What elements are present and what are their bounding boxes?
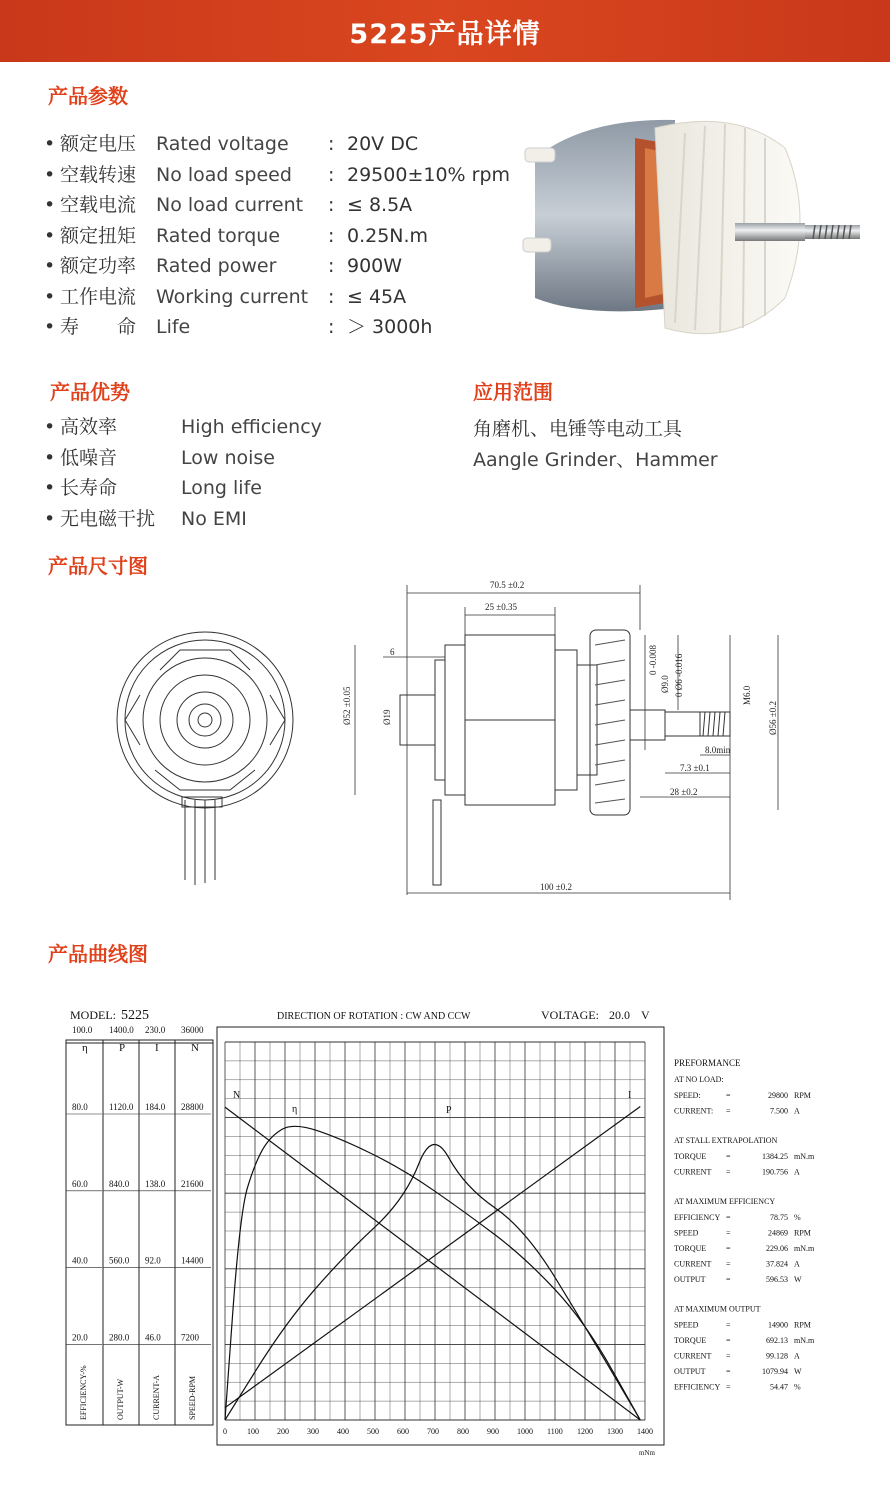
axis-tick-label: 40.0 <box>72 1255 88 1266</box>
performance-eq: = <box>726 1382 731 1392</box>
performance-unit: RPM <box>794 1091 811 1100</box>
x-tick-label: 200 <box>277 1427 289 1436</box>
series-line-efficiency <box>225 1126 640 1420</box>
section-title-params: 产品参数 <box>48 84 128 108</box>
advantage-bullet: • <box>44 477 56 499</box>
axis-tick-label: 1120.0 <box>109 1102 134 1112</box>
dim-d9: Ø9.0 <box>660 675 670 693</box>
performance-unit: RPM <box>794 1228 811 1238</box>
performance-value: 37.824 <box>766 1259 788 1269</box>
performance-key: SPEED <box>674 1320 699 1330</box>
advantage-en: Low noise <box>181 446 275 469</box>
motor-photo <box>515 108 865 348</box>
series-line-p <box>225 1144 640 1420</box>
param-colon: : <box>328 224 335 247</box>
performance-unit: W <box>794 1367 802 1376</box>
page-banner <box>0 0 890 62</box>
param-bullet: • <box>44 194 56 216</box>
performance-unit: mN.m <box>794 1152 815 1161</box>
x-tick-label: 300 <box>307 1427 319 1436</box>
performance-unit: A <box>794 1259 800 1269</box>
advantage-bullet: • <box>44 507 56 530</box>
param-name-zh: 额定电压 <box>60 133 137 155</box>
axis-tick-label: 7200 <box>181 1332 199 1343</box>
param-bullet: • <box>44 285 56 308</box>
page-title: 5225产品详情 <box>349 18 541 50</box>
param-name-zh: 工作电流 <box>60 285 137 308</box>
axis-tick-label: 20.0 <box>72 1332 88 1343</box>
performance-value: 29800 <box>768 1091 788 1100</box>
chart-model: 5225 <box>121 1008 149 1023</box>
axis-title: SPEED-RPM <box>188 1375 197 1420</box>
performance-key: TORQUE <box>674 1336 707 1345</box>
axis-tick-label: 14400 <box>181 1255 204 1266</box>
curve-label-eta: η <box>292 1104 298 1115</box>
performance-key: CURRENT <box>674 1167 712 1177</box>
performance-key: TORQUE <box>674 1244 707 1253</box>
performance-unit: A <box>794 1167 800 1177</box>
advantage-zh: 无电磁干扰 <box>60 507 156 530</box>
chart-voltage: 20.0 <box>609 1008 630 1022</box>
param-value: ≤ 8.5A <box>347 194 413 216</box>
param-name-en: Life <box>156 316 191 338</box>
performance-chart <box>0 1000 890 1470</box>
performance-value: 78.75 <box>770 1213 788 1222</box>
performance-unit: mN.m <box>794 1336 815 1345</box>
performance-value: 24869 <box>768 1228 788 1238</box>
advantage-bullet: • <box>44 416 56 438</box>
axis-title: CURRENT-A <box>152 1374 161 1420</box>
series-line-n <box>225 1107 640 1420</box>
axis-tick-label: 80.0 <box>72 1102 88 1112</box>
performance-unit: % <box>794 1382 801 1392</box>
performance-value: 596.53 <box>766 1275 788 1284</box>
param-value: 20V DC <box>347 133 419 155</box>
param-colon: : <box>328 133 335 155</box>
performance-value: 692.13 <box>766 1336 788 1345</box>
axis-title: OUTPUT-W <box>116 1378 125 1420</box>
x-axis-label: mNm <box>639 1449 655 1457</box>
performance-eq: = <box>726 1259 731 1269</box>
section-title-advantages: 产品优势 <box>50 380 130 404</box>
performance-unit: A <box>794 1106 800 1116</box>
advantage-en: High efficiency <box>181 416 322 438</box>
param-name-en: Working current <box>156 285 309 308</box>
x-tick-label: 800 <box>457 1427 469 1436</box>
param-value: 900W <box>347 255 403 277</box>
series-line-i <box>225 1106 640 1407</box>
chart-direction: DIRECTION OF ROTATION : CW AND CCW <box>277 1011 471 1022</box>
param-colon: : <box>328 163 335 186</box>
param-name-zh: 寿 命 <box>60 316 137 338</box>
x-tick-label: 1100 <box>547 1427 563 1436</box>
applications-en: Aangle Grinder、Hammer <box>473 449 718 471</box>
performance-group-title: AT STALL EXTRAPOLATION <box>674 1136 778 1145</box>
axis-symbol: I <box>155 1042 159 1054</box>
performance-eq: = <box>726 1106 731 1116</box>
performance-eq: = <box>726 1351 731 1361</box>
performance-eq: = <box>726 1367 731 1376</box>
dim-6: 6 <box>390 647 395 657</box>
param-bullet: • <box>44 133 56 155</box>
performance-eq: = <box>726 1152 731 1161</box>
performance-value: 1384.25 <box>762 1152 788 1161</box>
performance-eq: = <box>726 1167 731 1177</box>
param-name-zh: 额定功率 <box>60 255 137 277</box>
axis-symbol: N <box>191 1042 199 1054</box>
param-bullet: • <box>44 316 56 338</box>
param-bullet: • <box>44 224 56 247</box>
axis-tick-label: 92.0 <box>145 1255 161 1266</box>
chart-voltage-unit: V <box>641 1008 650 1022</box>
performance-key: EFFICIENCY <box>674 1382 721 1392</box>
param-name-en: Rated power <box>156 255 277 277</box>
param-name-en: No load speed <box>156 163 292 186</box>
param-value: ≤ 45A <box>347 285 407 308</box>
performance-eq: = <box>726 1320 731 1330</box>
param-colon: : <box>328 255 335 277</box>
curve-label-p: P <box>446 1105 452 1116</box>
axis-tick-label: 560.0 <box>109 1255 130 1266</box>
param-name-en: Rated torque <box>156 224 281 247</box>
section-title-dimensions: 产品尺寸图 <box>48 554 148 578</box>
performance-value: 1079.94 <box>762 1367 788 1376</box>
advantage-zh: 低噪音 <box>60 446 118 469</box>
x-tick-label: 0 <box>223 1427 227 1436</box>
advantage-zh: 长寿命 <box>60 477 118 499</box>
param-colon: : <box>328 316 335 338</box>
performance-eq: = <box>726 1091 731 1100</box>
performance-group-title: AT MAXIMUM OUTPUT <box>674 1304 761 1314</box>
curve-label-n: N <box>233 1090 241 1101</box>
performance-value: 14900 <box>768 1320 788 1330</box>
axis-tick-label: 184.0 <box>145 1102 166 1112</box>
performance-eq: = <box>726 1228 731 1238</box>
performance-value: 229.06 <box>766 1244 788 1253</box>
param-value: 0.25N.m <box>347 224 429 247</box>
axis-symbol: η <box>82 1042 88 1054</box>
axis-tick-label: 1400.0 <box>109 1025 134 1035</box>
performance-key: CURRENT: <box>674 1106 714 1116</box>
performance-key: SPEED <box>674 1228 699 1238</box>
axis-symbol: P <box>119 1042 126 1054</box>
advantage-en: Long life <box>181 477 262 499</box>
axis-tick-label: 28800 <box>181 1102 204 1112</box>
performance-eq: = <box>726 1275 731 1284</box>
axis-tick-label: 280.0 <box>109 1332 130 1343</box>
param-bullet: • <box>44 255 56 277</box>
performance-key: OUTPUT <box>674 1367 706 1376</box>
curve-label-i: I <box>628 1090 632 1101</box>
performance-unit: W <box>794 1275 802 1284</box>
performance-value: 54.47 <box>770 1382 788 1392</box>
axis-tick-label: 100.0 <box>72 1025 93 1035</box>
dim-m6: M6.0 <box>742 685 752 705</box>
performance-unit: RPM <box>794 1320 811 1330</box>
advantage-en: No EMI <box>181 507 247 530</box>
dim-tol: 0 -0.008 <box>648 645 658 675</box>
dim-100: 100 ±0.2 <box>540 882 572 892</box>
advantage-bullet: • <box>44 446 56 469</box>
performance-eq: = <box>726 1244 731 1253</box>
performance-key: EFFICIENCY <box>674 1213 721 1222</box>
x-tick-label: 1200 <box>577 1427 593 1436</box>
performance-value: 190.756 <box>762 1167 788 1177</box>
chart-model-label: MODEL: <box>70 1008 116 1022</box>
x-tick-label: 1000 <box>517 1427 533 1436</box>
performance-unit: mN.m <box>794 1244 815 1253</box>
x-tick-label: 1400 <box>637 1427 653 1436</box>
axis-tick-label: 21600 <box>181 1178 204 1189</box>
axis-tick-label: 230.0 <box>145 1025 166 1035</box>
x-tick-label: 700 <box>427 1427 439 1436</box>
performance-group-title: AT NO LOAD: <box>674 1075 724 1084</box>
x-tick-label: 600 <box>397 1427 409 1436</box>
param-bullet: • <box>44 163 56 186</box>
applications-zh: 角磨机、电锤等电动工具 <box>473 418 683 440</box>
dim-d6: 0 Ø6 -0.016 <box>674 653 684 697</box>
axis-tick-label: 840.0 <box>109 1178 130 1189</box>
param-colon: : <box>328 194 335 216</box>
x-tick-label: 100 <box>247 1427 259 1436</box>
param-name-zh: 空载转速 <box>60 163 137 186</box>
axis-tick-label: 36000 <box>181 1025 204 1035</box>
x-tick-label: 500 <box>367 1427 379 1436</box>
axis-tick-label: 60.0 <box>72 1178 88 1189</box>
performance-key: SPEED: <box>674 1091 701 1100</box>
performance-value: 99.128 <box>766 1351 788 1361</box>
advantage-zh: 高效率 <box>60 416 118 438</box>
param-name-en: Rated voltage <box>156 133 289 155</box>
dim-7-3: 7.3 ±0.1 <box>680 763 710 773</box>
dim-d56: Ø56 ±0.2 <box>768 701 778 735</box>
dimension-drawing <box>100 575 800 910</box>
dim-stator-length: 25 ±0.35 <box>485 602 517 612</box>
axis-title: EFFICIENCY-% <box>79 1365 88 1420</box>
performance-key: CURRENT <box>674 1259 712 1269</box>
axis-tick-label: 46.0 <box>145 1332 161 1343</box>
param-name-en: No load current <box>156 194 304 216</box>
param-name-zh: 空载电流 <box>60 194 137 216</box>
dim-8min: 8.0min <box>705 745 731 755</box>
motor-shaft <box>735 223 805 241</box>
x-tick-label: 400 <box>337 1427 349 1436</box>
performance-title: PREFORMANCE <box>674 1058 741 1068</box>
param-name-zh: 额定扭矩 <box>60 224 137 247</box>
performance-group-title: AT MAXIMUM EFFICIENCY <box>674 1197 776 1206</box>
dim-28: 28 ±0.2 <box>670 787 698 797</box>
end-view <box>117 632 293 885</box>
performance-unit: A <box>794 1351 800 1361</box>
x-tick-label: 900 <box>487 1427 499 1436</box>
performance-eq: = <box>726 1336 731 1345</box>
param-colon: : <box>328 285 335 308</box>
dim-overall-length: 70.5 ±0.2 <box>490 580 525 590</box>
performance-value: 7.500 <box>770 1106 788 1116</box>
performance-eq: = <box>726 1213 731 1222</box>
chart-voltage-label: VOLTAGE: <box>541 1008 599 1022</box>
param-value: ＞ 3000h <box>347 316 433 338</box>
axis-tick-label: 138.0 <box>145 1178 166 1189</box>
performance-unit: % <box>794 1213 801 1222</box>
param-value: 29500±10% rpm <box>347 163 511 186</box>
section-title-applications: 应用范围 <box>473 380 553 404</box>
x-tick-label: 1300 <box>607 1427 623 1436</box>
performance-key: CURRENT <box>674 1351 712 1361</box>
dim-d52: Ø52 ±0.05 <box>342 686 352 725</box>
section-title-curves: 产品曲线图 <box>48 942 148 966</box>
performance-key: OUTPUT <box>674 1275 706 1284</box>
dim-d19: Ø19 <box>382 709 392 725</box>
performance-key: TORQUE <box>674 1152 707 1161</box>
